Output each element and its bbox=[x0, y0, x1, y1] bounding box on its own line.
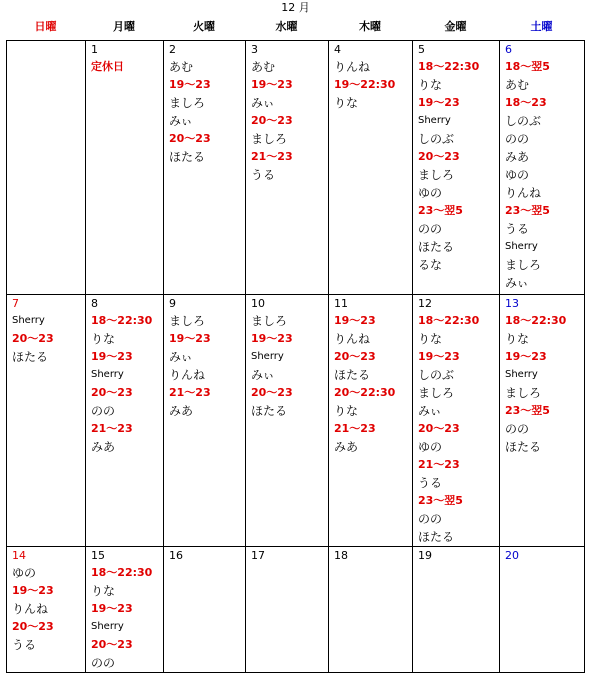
shift-time: 20～23 bbox=[169, 132, 211, 145]
shift-time: 20～23 bbox=[418, 422, 460, 435]
day-number: 11 bbox=[334, 297, 348, 310]
day-cell[interactable] bbox=[329, 41, 413, 295]
day-number: 17 bbox=[251, 549, 265, 562]
staff-name: うる bbox=[12, 638, 37, 652]
staff-name: ましろ bbox=[169, 314, 206, 328]
staff-name: ほたる bbox=[418, 240, 455, 254]
shift-time: 18～22:30 bbox=[505, 314, 567, 327]
staff-name: りな bbox=[505, 332, 530, 346]
staff-name: ましろ bbox=[505, 386, 542, 400]
staff-name: りな bbox=[334, 96, 359, 110]
day-cell[interactable] bbox=[329, 547, 413, 673]
staff-name: みあ bbox=[169, 404, 194, 418]
shift-time: 18～22:30 bbox=[418, 314, 480, 327]
staff-name: Sherry bbox=[91, 621, 124, 632]
day-cell[interactable] bbox=[500, 295, 585, 547]
day-number: 20 bbox=[505, 549, 519, 562]
day-cell[interactable] bbox=[7, 547, 86, 673]
day-number: 6 bbox=[505, 43, 512, 56]
staff-name: うる bbox=[505, 222, 530, 236]
shift-time: 18～23 bbox=[505, 96, 547, 109]
staff-name: ほたる bbox=[334, 368, 371, 382]
day-number: 10 bbox=[251, 297, 265, 310]
shift-time: 23～翌5 bbox=[418, 494, 463, 507]
staff-name: りな bbox=[418, 78, 443, 92]
staff-name: Sherry bbox=[418, 115, 451, 126]
shift-time: 20～23 bbox=[12, 332, 54, 345]
day-cell[interactable] bbox=[86, 41, 164, 295]
staff-name: ほたる bbox=[251, 404, 288, 418]
staff-name: Sherry bbox=[251, 351, 284, 362]
staff-name: あむ bbox=[505, 78, 530, 92]
shift-time: 19～23 bbox=[418, 96, 460, 109]
weekday-header: 木曜 bbox=[359, 20, 381, 33]
calendar-week-row bbox=[7, 547, 585, 673]
staff-name: ゆの bbox=[505, 168, 530, 182]
staff-name: Sherry bbox=[505, 369, 538, 380]
staff-name: しのぶ bbox=[505, 114, 542, 128]
staff-name: りんね bbox=[12, 602, 49, 616]
day-number: 1 bbox=[91, 43, 98, 56]
staff-name: のの bbox=[505, 132, 530, 146]
shift-time: 19～23 bbox=[418, 350, 460, 363]
staff-name: りんね bbox=[505, 186, 542, 200]
staff-name: ましろ bbox=[418, 168, 455, 182]
day-number: 9 bbox=[169, 297, 176, 310]
staff-name: のの bbox=[91, 656, 116, 670]
day-cell[interactable] bbox=[246, 295, 329, 547]
staff-name: りんね bbox=[169, 368, 206, 382]
day-number: 4 bbox=[334, 43, 341, 56]
day-number: 15 bbox=[91, 549, 105, 562]
day-number: 13 bbox=[505, 297, 519, 310]
staff-name: みぃ bbox=[505, 276, 529, 290]
day-cell[interactable] bbox=[7, 295, 86, 547]
staff-name: ゆの bbox=[418, 440, 443, 454]
day-number bbox=[12, 43, 85, 58]
shift-time: 20～22:30 bbox=[334, 386, 396, 399]
staff-name: ほたる bbox=[505, 440, 542, 454]
day-number: 18 bbox=[334, 549, 348, 562]
staff-name: みぃ bbox=[251, 368, 275, 382]
shift-time: 18～翌5 bbox=[505, 60, 550, 73]
shift-time: 19～23 bbox=[251, 332, 293, 345]
shift-time: 20～23 bbox=[251, 114, 293, 127]
weekday-header: 金曜 bbox=[444, 20, 467, 33]
day-cell[interactable] bbox=[86, 547, 164, 673]
shift-time: 19～22:30 bbox=[334, 78, 396, 91]
day-number: 3 bbox=[251, 43, 258, 56]
staff-name: うる bbox=[418, 476, 443, 490]
shift-time: 20～23 bbox=[12, 620, 54, 633]
day-number: 19 bbox=[418, 549, 432, 562]
staff-name: みあ bbox=[505, 150, 530, 164]
day-number: 12 bbox=[418, 297, 432, 310]
staff-name: ゆの bbox=[418, 186, 443, 200]
staff-name: ほたる bbox=[12, 350, 49, 364]
staff-name: Sherry bbox=[91, 369, 124, 380]
staff-name: ほたる bbox=[169, 150, 206, 164]
shift-time: 23～翌5 bbox=[505, 404, 550, 417]
shift-time: 19～23 bbox=[251, 78, 293, 91]
shift-time: 18～22:30 bbox=[91, 314, 153, 327]
shift-time: 19～23 bbox=[169, 332, 211, 345]
staff-name: しのぶ bbox=[418, 368, 455, 382]
day-cell[interactable] bbox=[329, 295, 413, 547]
day-cell[interactable] bbox=[7, 41, 86, 295]
weekday-header: 月曜 bbox=[113, 20, 135, 33]
staff-name: ましろ bbox=[418, 386, 455, 400]
staff-name: ゆの bbox=[12, 566, 37, 580]
staff-name: りんね bbox=[334, 332, 371, 346]
weekday-header: 火曜 bbox=[193, 20, 215, 33]
day-number: 16 bbox=[169, 549, 183, 562]
staff-name: うる bbox=[251, 168, 276, 182]
shift-time: 21～23 bbox=[91, 422, 133, 435]
calendar-grid bbox=[6, 40, 585, 673]
staff-name: りな bbox=[418, 332, 443, 346]
shift-time: 19～23 bbox=[169, 78, 211, 91]
shift-time: 20～23 bbox=[251, 386, 293, 399]
shift-time: 18～22:30 bbox=[91, 566, 153, 579]
staff-name: ましろ bbox=[251, 314, 288, 328]
day-cell[interactable] bbox=[164, 547, 246, 673]
shift-time: 20～23 bbox=[334, 350, 376, 363]
staff-name: Sherry bbox=[12, 315, 45, 326]
staff-name: みぃ bbox=[169, 350, 193, 364]
day-cell[interactable] bbox=[500, 41, 585, 295]
staff-name: ましろ bbox=[169, 96, 206, 110]
staff-name: りんね bbox=[334, 60, 371, 74]
day-cell[interactable] bbox=[246, 547, 329, 673]
shift-time: 21～23 bbox=[251, 150, 293, 163]
staff-name: ましろ bbox=[505, 258, 542, 272]
calendar-week-row bbox=[7, 295, 585, 547]
staff-name: Sherry bbox=[505, 241, 538, 252]
shift-time: 19～23 bbox=[334, 314, 376, 327]
staff-name: のの bbox=[91, 404, 116, 418]
day-cell[interactable] bbox=[413, 547, 500, 673]
day-cell[interactable] bbox=[86, 295, 164, 547]
shift-time: 20～23 bbox=[418, 150, 460, 163]
day-number: 5 bbox=[418, 43, 425, 56]
month-title: 12 月 bbox=[281, 1, 310, 14]
staff-name: みぃ bbox=[418, 404, 442, 418]
shift-time: 19～23 bbox=[91, 602, 133, 615]
staff-name: りな bbox=[334, 404, 359, 418]
shift-time: 23～翌5 bbox=[505, 204, 550, 217]
staff-name: みあ bbox=[91, 440, 116, 454]
staff-name: のの bbox=[505, 422, 530, 436]
staff-name: りな bbox=[91, 332, 116, 346]
shift-time: 19～23 bbox=[12, 584, 54, 597]
day-number: 7 bbox=[12, 297, 19, 310]
calendar-week-row bbox=[7, 41, 585, 295]
shift-time: 23～翌5 bbox=[418, 204, 463, 217]
shift-time: 20～23 bbox=[91, 638, 133, 651]
shift-time: 18～22:30 bbox=[418, 60, 480, 73]
staff-name: あむ bbox=[169, 60, 194, 74]
shift-time: 20～23 bbox=[91, 386, 133, 399]
day-cell[interactable] bbox=[164, 41, 246, 295]
day-cell[interactable] bbox=[413, 41, 500, 295]
day-cell[interactable] bbox=[500, 547, 585, 673]
staff-name: ましろ bbox=[251, 132, 288, 146]
staff-name: みあ bbox=[334, 440, 359, 454]
shift-time: 21～23 bbox=[334, 422, 376, 435]
staff-name: あむ bbox=[251, 60, 276, 74]
day-cell[interactable] bbox=[164, 295, 246, 547]
shift-time: 19～23 bbox=[505, 350, 547, 363]
weekday-header: 土曜 bbox=[530, 20, 553, 33]
shift-time: 21～23 bbox=[418, 458, 460, 471]
staff-name: りな bbox=[91, 584, 116, 598]
day-number: 8 bbox=[91, 297, 98, 310]
staff-name: しのぶ bbox=[418, 132, 455, 146]
staff-name: ほたる bbox=[418, 530, 455, 544]
shift-time: 19～23 bbox=[91, 350, 133, 363]
shift-time: 21～23 bbox=[169, 386, 211, 399]
shift-time: 定休日 bbox=[91, 60, 124, 73]
staff-name: のの bbox=[418, 512, 443, 526]
day-cell[interactable] bbox=[413, 295, 500, 547]
staff-name: みぃ bbox=[169, 114, 193, 128]
day-number: 14 bbox=[12, 549, 26, 562]
staff-name: るな bbox=[418, 258, 443, 272]
staff-name: のの bbox=[418, 222, 443, 236]
day-number: 2 bbox=[169, 43, 176, 56]
staff-name: みぃ bbox=[251, 96, 275, 110]
weekday-header: 水曜 bbox=[275, 20, 298, 33]
day-cell[interactable] bbox=[246, 41, 329, 295]
weekday-header: 日曜 bbox=[34, 20, 57, 33]
